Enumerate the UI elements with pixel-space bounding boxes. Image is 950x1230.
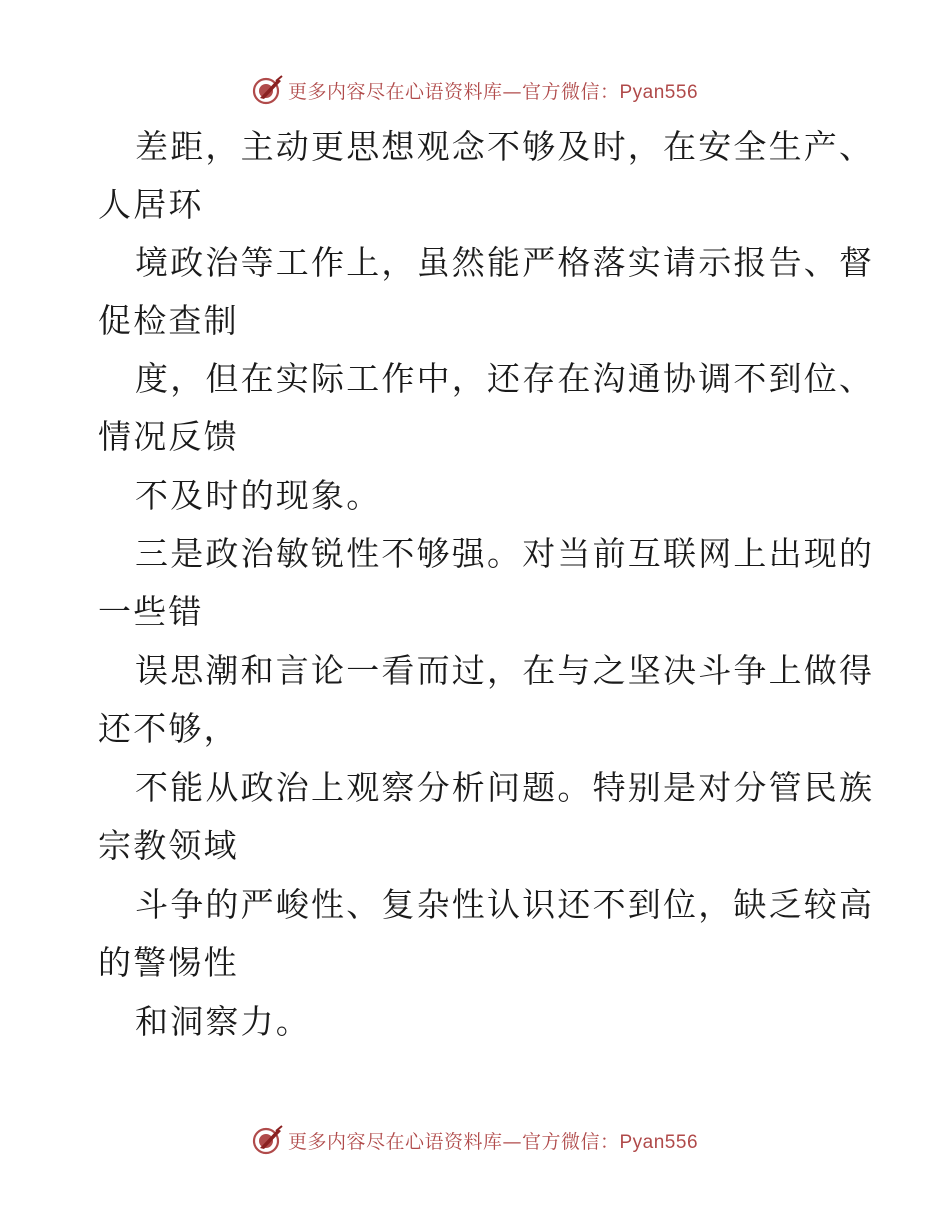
body-line: 斗争的严峻性、复杂性认识还不到位，缺乏较高 <box>135 885 875 924</box>
body-line: 不及时的现象。 <box>135 476 382 515</box>
body-line: 不能从政治上观察分析问题。特别是对分管民族 <box>135 768 875 807</box>
body-line: 人居环 <box>98 185 204 224</box>
feather-seal-icon <box>252 74 284 106</box>
body-line: 情况反馈 <box>98 417 239 456</box>
feather-seal-icon <box>252 1124 284 1156</box>
body-line: 宗教领域 <box>98 826 239 865</box>
body-line: 的警惕性 <box>98 943 239 982</box>
header-banner-text: 更多内容尽在心语资料库—官方微信：Pyan556 <box>287 80 699 103</box>
body-line: 差距，主动更思想观念不够及时，在安全生产、 <box>135 127 875 166</box>
body-line: 误思潮和言论一看而过，在与之坚决斗争上做得 <box>135 651 875 690</box>
body-line: 一些错 <box>98 592 204 631</box>
body-line: 和洞察力。 <box>135 1002 311 1041</box>
body-line: 度，但在实际工作中，还存在沟通协调不到位、 <box>135 359 875 398</box>
header-banner <box>0 70 950 110</box>
footer-banner <box>0 1120 950 1160</box>
body-line: 三是政治敏锐性不够强。对当前互联网上出现的 <box>135 534 875 573</box>
body-line: 促检查制 <box>98 301 239 340</box>
body-line: 境政治等工作上，虽然能严格落实请示报告、督 <box>135 243 875 282</box>
footer-banner-text: 更多内容尽在心语资料库—官方微信：Pyan556 <box>287 1130 699 1153</box>
body-line: 还不够， <box>98 709 239 748</box>
